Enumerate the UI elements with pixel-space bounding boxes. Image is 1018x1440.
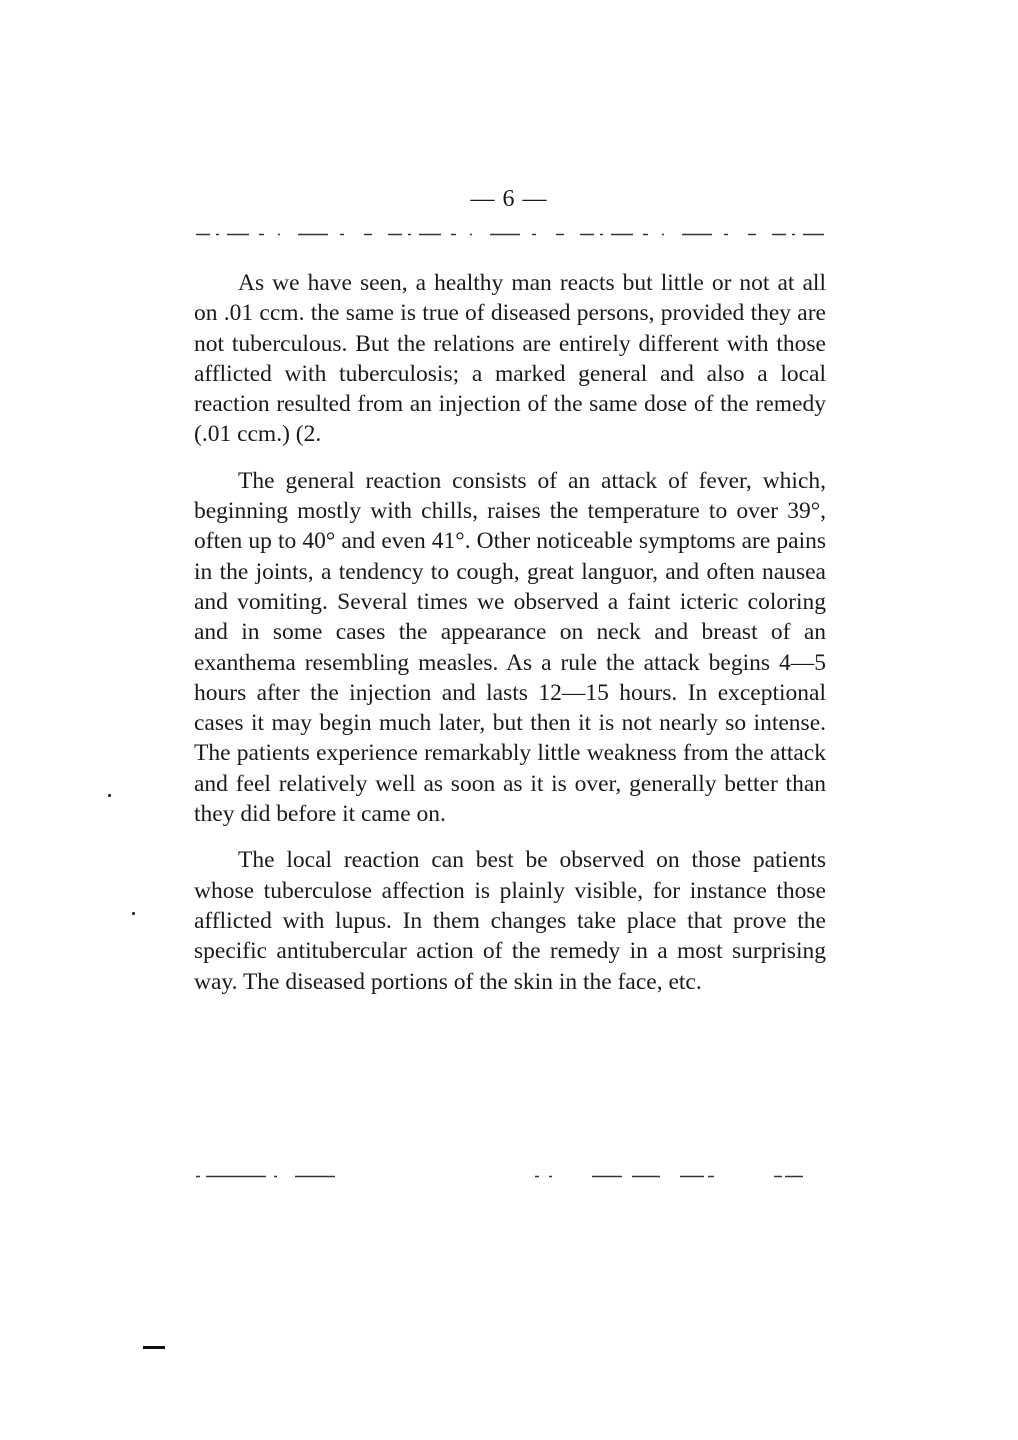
scan-artifact: [108, 794, 111, 797]
page-number: — 6 —: [470, 186, 548, 212]
body-text: [194, 268, 826, 1013]
header-rule: [196, 233, 824, 236]
scan-artifact: [143, 1346, 165, 1349]
paragraph: As we have seen, a healthy man reacts but little or not at all on .01 ccm. the same is true of diseased persons, provided they are not tuberculous. But the relations are entirely different with those afflicted with tuberculosis; a marked general and also a local reaction resulted from an injection of the same dose of the remedy (.01 ccm.) (2.: [194, 270, 826, 448]
footer-rule: [196, 1175, 824, 1178]
paragraph: The general reaction consists of an attack of fever, which, beginning mostly with chills, raises the temperature to over 39°, often up to 40° and even 41°. Other noticeable symptoms are pains in the joints, a tendency to cough, great languor, and often nausea and vomiting. Several times we observed a faint icteric coloring and in some cases the appearance on neck and breast of an exanthema resembling measles. As a rule the attack begins 4—5 hours after the injection and lasts 12—15 hours. In exceptional cases it may begin much later, but then it is not nearly so intense. The patients experience remarkably little weakness from the attack and feel relatively well as soon as it is over, generally better than they did before it came on.: [194, 467, 826, 828]
scan-artifact: [132, 912, 135, 915]
paragraph: The local reaction can best be observed on those patients whose tuberculose affection is plainly visible, for instance those afflicted with lupus. In them changes take place that prove the specific antitubercular action of the remedy in a most surprising way. The diseased portions of the skin in the face, etc.: [194, 847, 826, 995]
